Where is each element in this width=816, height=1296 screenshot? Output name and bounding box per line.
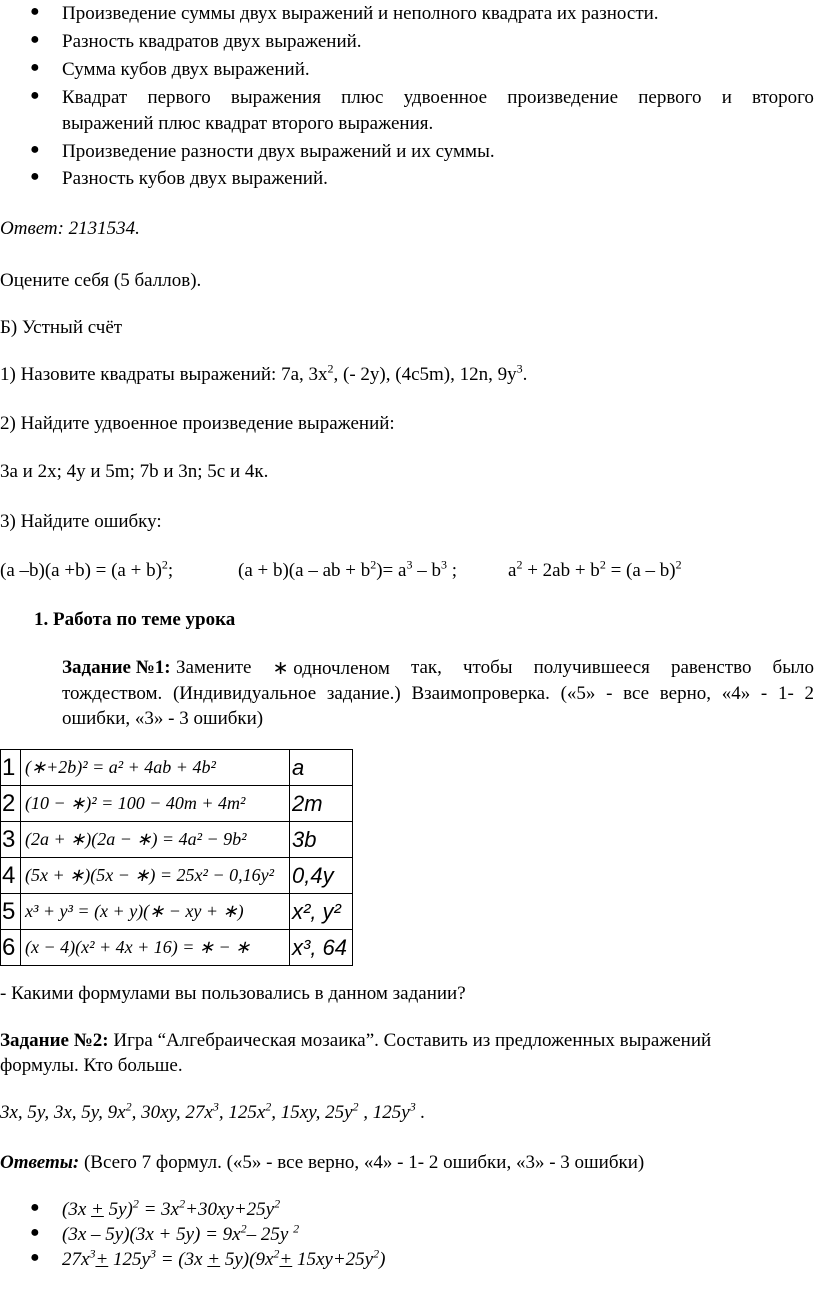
task2-line2: формулы. Кто больше. [0, 1055, 183, 1076]
error-expression-1: (а $-b)(а +b) = (а + b)^2$; [0, 557, 174, 581]
answers-line: Ответы: (Всего 7 формул. («5» - все верно, «4» - 1- 2 ошибки, «3» - 3 ошибки) [0, 1152, 645, 1173]
section-title: 1. Работа по теме урока [34, 609, 236, 630]
table-row: 4 (5x + ∗)(5x − ∗) = 25x² − 0,16y² 0,4y [1, 858, 353, 894]
bullet-icon: ● [30, 168, 40, 185]
task1-table [0, 749, 353, 966]
task1-line1: Замените ∗ одночленом так, чтобы получившееся равенство было [176, 657, 814, 679]
oral-heading: Б) Устный счёт [0, 317, 123, 338]
bullet-icon: ● [30, 141, 40, 158]
bullet-icon: ● [30, 87, 40, 104]
justified-line: Квадрат первого выражения плюс удвоенное произведение первого и второго [62, 87, 814, 108]
question-2-items: 3a и 2х; 4у и 5m; 7b и 3n; 5с и 4к. [0, 461, 269, 482]
table-row: 1 (∗+2b)² = a² + 4ab + 4b² a [1, 750, 353, 786]
bullet-icon: ● [30, 3, 40, 20]
error-expression-3: $а^2 + 2аb + b^2 = (а - b)^2$ [508, 557, 682, 581]
self-assess-line: Оцените себя (5 баллов). [0, 270, 202, 291]
table-row: 5 x³ + y³ = (x + y)(∗ − xy + ∗) x², y² [1, 894, 353, 930]
formulas-question: - Какими формулами вы пользовались в данном задании? [0, 983, 466, 1004]
error-expression-2: (а + b)(а – аb + $b^2)= а^3 - b^3$ ; [238, 557, 457, 581]
task1-line2: тождеством. (Индивидуальное задание.) Взаимопроверка. («5» - все верно, «4» - 1- 2 [62, 683, 814, 704]
bullet-icon: ● [30, 59, 40, 76]
mosaic-expressions: 3x, 5y, 3x, 5y, $9x^2$, 30xy, $27x^3$, $125x^2$, 15xy, $25y^2$ , $125y^3$ . [0, 1099, 426, 1123]
task2-line1: Задание №2: Игра “Алгебраическая мозаика”. Составить из предложенных выражений [0, 1030, 712, 1051]
answer-line: Ответ: 2131534. [0, 218, 140, 239]
task1-label: Задание №1: [62, 657, 171, 678]
question-3: 3) Найдите ошибку: [0, 511, 162, 532]
question-2: 2) Найдите удвоенное произведение выражений: [0, 413, 395, 434]
table-row: 2 (10 − ∗)² = 100 − 40m + 4m² 2m [1, 786, 353, 822]
table-row: 3 (2a + ∗)(2a − ∗) = 4a² − 9b² 3b [1, 822, 353, 858]
bullet-icon: ● [30, 1249, 40, 1266]
bullet-icon: ● [30, 1199, 40, 1216]
bullet-icon: ● [30, 1224, 40, 1241]
document-page: ● Произведение суммы двух выражений и неполного квадрата их разности. ● Разность квадратов двух выражений. ● Сумма кубов двух выражений. ● Квадрат первого выражения плюс удвоенное произведение первого и второго выражений плюс квадрат второго выражения. ● Произведение разности двух выражений и их суммы. ● Разность кубов двух выражений. Ответ: 2131534. Оцените себя (5 баллов). Б) Устный счёт 1) Назовите квадраты выражений: 7а, $3х^2$, (- 2у), (4с5m), 12n, $9у^3$. 2) Найдите удвоенное произведение выражений: 3a и 2х; 4у и 5m; 7b и 3n; 5с и 4к. 3) Найдите ошибку: (а $-b)(а +b) = (а + b)^2$; (а + b)(а – аb + $b^2)= а^3 - b^3$ ; $а^2 + 2аb + b^2 = (а - b)^2$ 1. Работа по теме урока Задание №1: Замените ∗ одночленом так, чтобы получившееся равенство было тождеством. (Индивидуальное задание.) Взаимопроверка. («5» - все верно, «4» - 1- 2 ошибки, «3» - 3 ошибки) 1 (∗+2b)² = a² + 4ab + 4b² a 2 (10 − ∗)² = 100 − 40m + 4m² 2m 3 (2a + ∗)(2a − ∗) = 4a² − 9b² 3b 4 (5x + ∗)(5x − ∗) = 25x² − 0,16y² 0,4y 5 x³ + y³ = (x + y)(∗ − xy + ∗) x², y² 6 (x − 4)(x² + 4x + 16) = ∗ − ∗ x³, 64 - Какими формулами вы пользовались в данном задании? Задание №2: Игра “Алгебраическая мозаика”. Составить из предложенных выражений формулы. Кто больше. 3x, 5y, 3x, 5y, $9x^2$, 30xy, $27x^3$, $125x^2$, 15xy, $25y^2$ , $125y^3$ . Ответы: (Всего 7 формул. («5» - все верно, «4» - 1- 2 ошибки, «3» - 3 ошибки) ● $(3x + 5y)^2 = 3x^2+30xy+25y^2$ ● $(3x - 5y)(3x + 5y) = 9x^2-$ 25y $^2$ ● $27x^3+ 125y^3 = (3x + 5y)(9x^2+ 15xy+25y^2)$ [0, 3, 814, 1270]
table-row: 6 (x − 4)(x² + 4x + 16) = ∗ − ∗ x³, 64 [1, 930, 353, 966]
task1-line3: ошибки, «3» - 3 ошибки) [62, 708, 264, 729]
question-1: 1) Назовите квадраты выражений: 7а, $3х^2$, (- 2у), (4с5m), 12n, $9у^3$. [0, 361, 528, 385]
bullet-icon: ● [30, 31, 40, 48]
